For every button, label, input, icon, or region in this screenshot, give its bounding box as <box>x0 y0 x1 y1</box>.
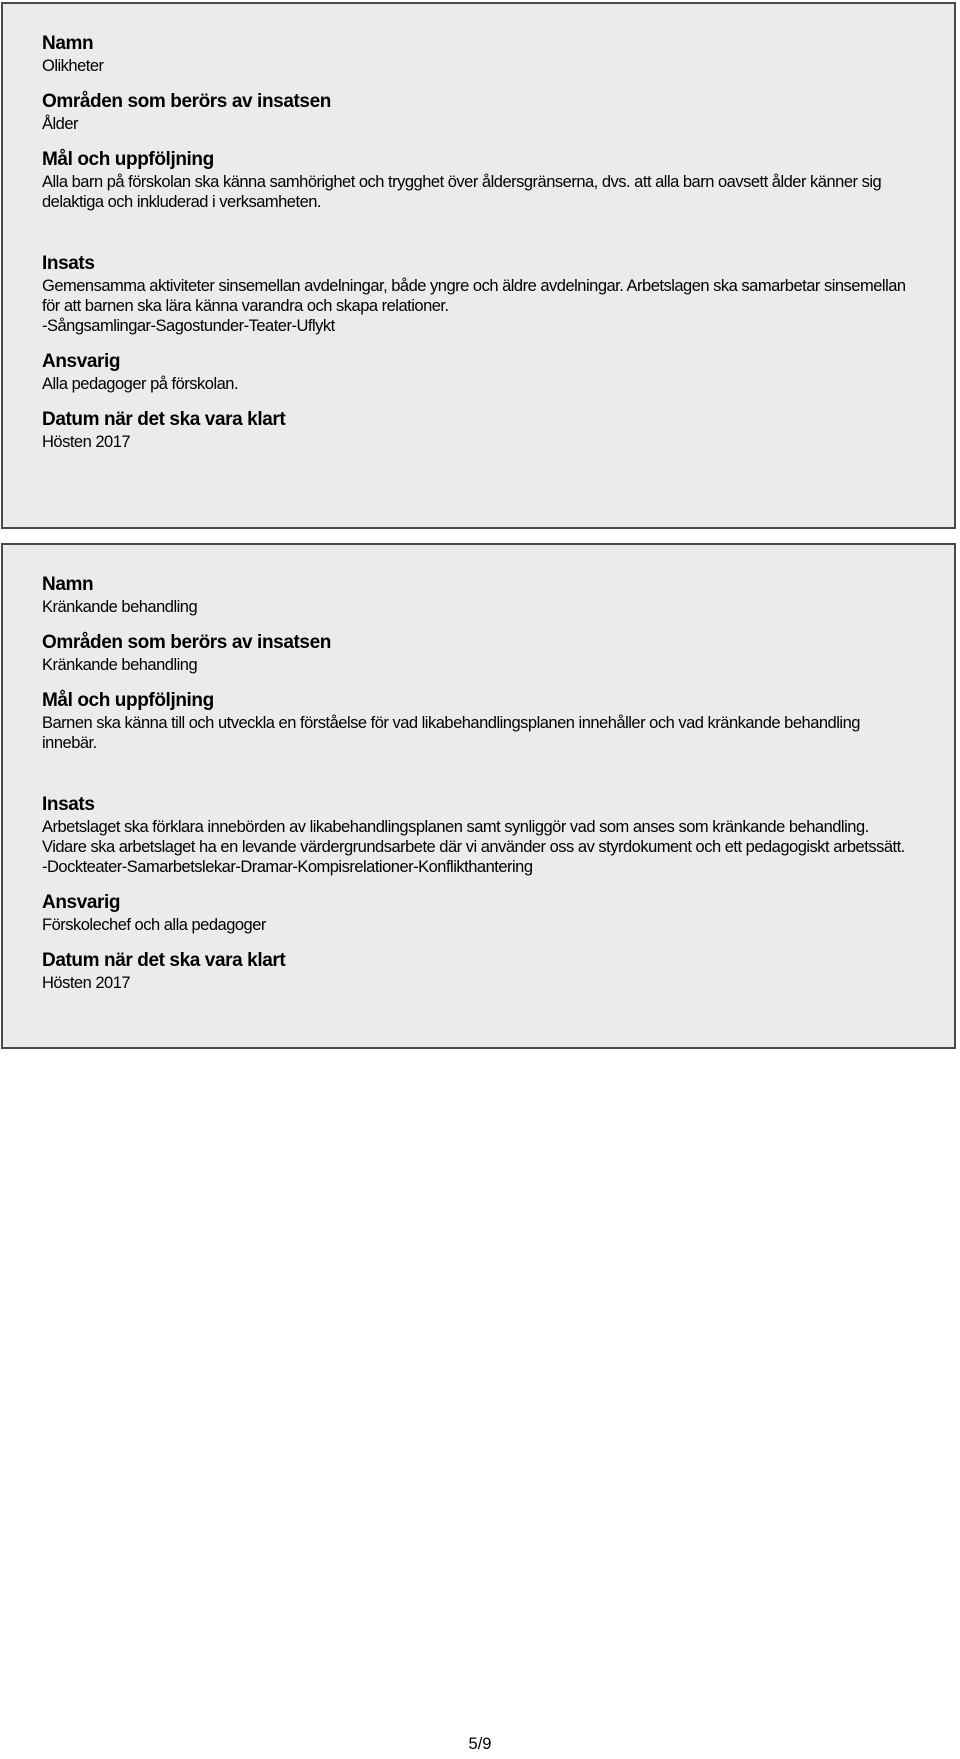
effort-activities: -Dockteater-Samarbetslekar-Dramar-Kompisrelationer-Konflikthantering <box>42 858 533 876</box>
areas-value: Kränkande behandling <box>42 656 198 674</box>
date-label: Datum när det ska vara klart <box>42 409 286 430</box>
goal-value: Barnen ska känna till och utveckla en förståelse för vad likabehandlingsplanen innehåller och vad kränkande behandling innebär. <box>42 714 860 752</box>
name-label: Namn <box>42 33 94 54</box>
action-card-olikheter <box>1 2 956 529</box>
effort-field <box>42 252 914 336</box>
areas-field <box>42 90 914 134</box>
goal-field <box>42 148 914 212</box>
action-card-krankande-behandling <box>1 543 956 1049</box>
goal-label: Mål och uppföljning <box>42 690 214 711</box>
name-field <box>42 32 914 76</box>
page-number <box>0 1734 960 1754</box>
effort-description: Gemensamma aktiviteter sinsemellan avdelningar, både yngre och äldre avdelningar. Arbetslagen ska samarbetar sinsemellan för att barnen ska lära känna varandra och skapa relationer. <box>42 277 906 315</box>
effort-label: Insats <box>42 253 95 274</box>
effort-activities: -Sångsamlingar-Sagostunder-Teater-Uflykt <box>42 317 335 335</box>
page-number-text: 5/9 <box>468 1735 492 1753</box>
goal-field <box>42 689 914 753</box>
name-label: Namn <box>42 574 94 595</box>
areas-label: Områden som berörs av insatsen <box>42 91 331 112</box>
responsible-field <box>42 350 914 394</box>
areas-field <box>42 631 914 675</box>
date-field <box>42 949 914 993</box>
date-label: Datum när det ska vara klart <box>42 950 286 971</box>
responsible-field <box>42 891 914 935</box>
effort-field <box>42 793 914 877</box>
goal-label: Mål och uppföljning <box>42 149 214 170</box>
date-field <box>42 408 914 452</box>
areas-label: Områden som berörs av insatsen <box>42 632 331 653</box>
responsible-value: Alla pedagoger på förskolan. <box>42 375 239 393</box>
responsible-value: Förskolechef och alla pedagoger <box>42 916 266 934</box>
areas-value: Ålder <box>42 115 79 133</box>
goal-value: Alla barn på förskolan ska känna samhörighet och trygghet över åldersgränserna, dvs. att alla barn oavsett ålder känner sig delaktiga och inkluderad i verksamheten. <box>42 173 882 211</box>
date-value: Hösten 2017 <box>42 433 131 451</box>
name-value: Olikheter <box>42 57 104 75</box>
effort-label: Insats <box>42 794 95 815</box>
name-field <box>42 573 914 617</box>
name-value: Kränkande behandling <box>42 598 198 616</box>
effort-description: Arbetslaget ska förklara innebörden av likabehandlingsplanen samt synliggör vad som anses som kränkande behandling. Vidare ska arbetslaget ha en levande värdergrundsarbete där vi använder oss av styrdokument och ett pedagogiskt arbetssätt. <box>42 818 905 856</box>
responsible-label: Ansvarig <box>42 351 121 372</box>
responsible-label: Ansvarig <box>42 892 121 913</box>
date-value: Hösten 2017 <box>42 974 131 992</box>
